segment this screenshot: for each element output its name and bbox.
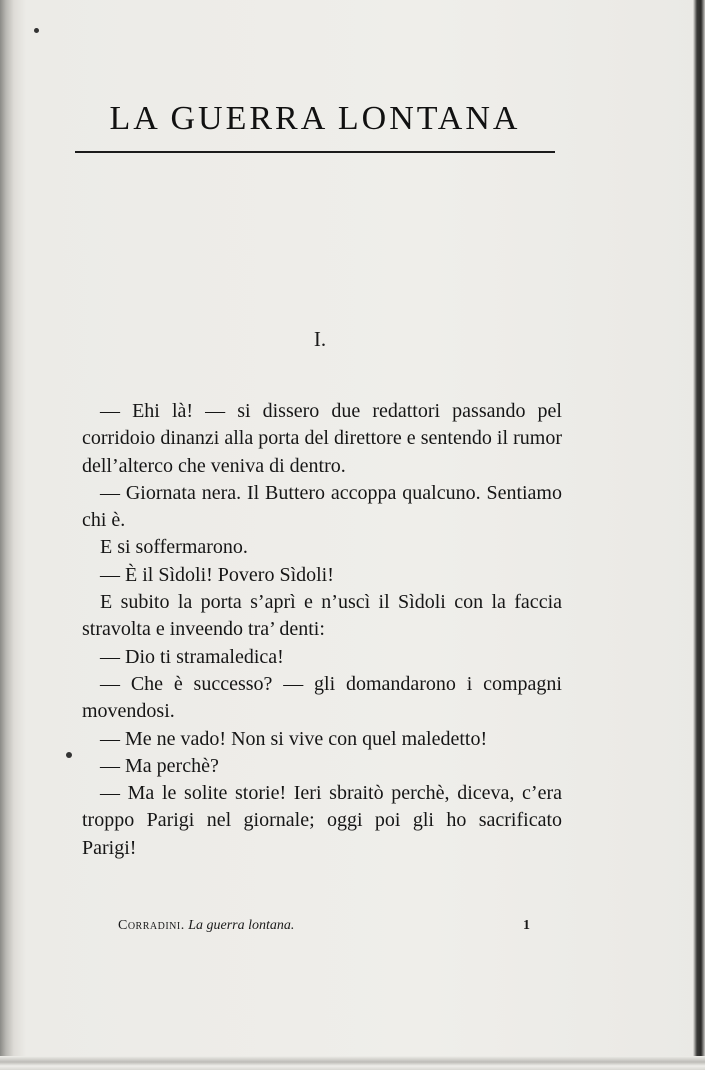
- page-number: 1: [523, 918, 530, 933]
- paragraph: — Ma perchè?: [100, 754, 219, 777]
- page-binding-edge: [693, 0, 705, 1070]
- page-bottom-edge: [0, 1056, 705, 1070]
- paragraph: E subito la porta s’aprì e n’uscì il Sìdoli con la faccia stravolta e inveendo tra’ denti:: [82, 591, 562, 641]
- ink-speck: [66, 752, 72, 758]
- paragraph: — Ma le solite storie! Ieri sbraitò perchè, diceva, c’era troppo Parigi nel giornale; oggi poi gli ho sacrificato Parigi!: [82, 782, 562, 859]
- page-title: LA GUERRA LONTANA: [109, 100, 521, 137]
- paragraph: — Giornata nera. Il Buttero accoppa qualcuno. Sentiamo chi è.: [82, 481, 562, 532]
- body-text: [82, 398, 562, 862]
- paragraph: — Me ne vado! Non si vive con quel maledetto!: [100, 727, 488, 750]
- paragraph: E si soffermarono.: [100, 536, 248, 559]
- page-footer: [118, 918, 530, 934]
- footer-author: Corradini.: [118, 918, 185, 933]
- ink-speck: [34, 28, 39, 33]
- paragraph: — Ehi là! — si dissero due redattori passando pel corridoio dinanzi alla porta del direttore e sentendo il rumor dell’alterco che veniva di dentro.: [82, 400, 562, 477]
- paragraph: — Che è successo? — gli domandarono i compagni movendosi.: [82, 672, 562, 723]
- chapter-number: I.: [313, 327, 327, 351]
- paragraph: — È il Sìdoli! Povero Sìdoli!: [100, 563, 334, 586]
- paragraph: — Dio ti stramaledica!: [100, 645, 284, 668]
- title-rule: [75, 151, 555, 153]
- footer-book-title: La guerra lontana.: [188, 918, 295, 933]
